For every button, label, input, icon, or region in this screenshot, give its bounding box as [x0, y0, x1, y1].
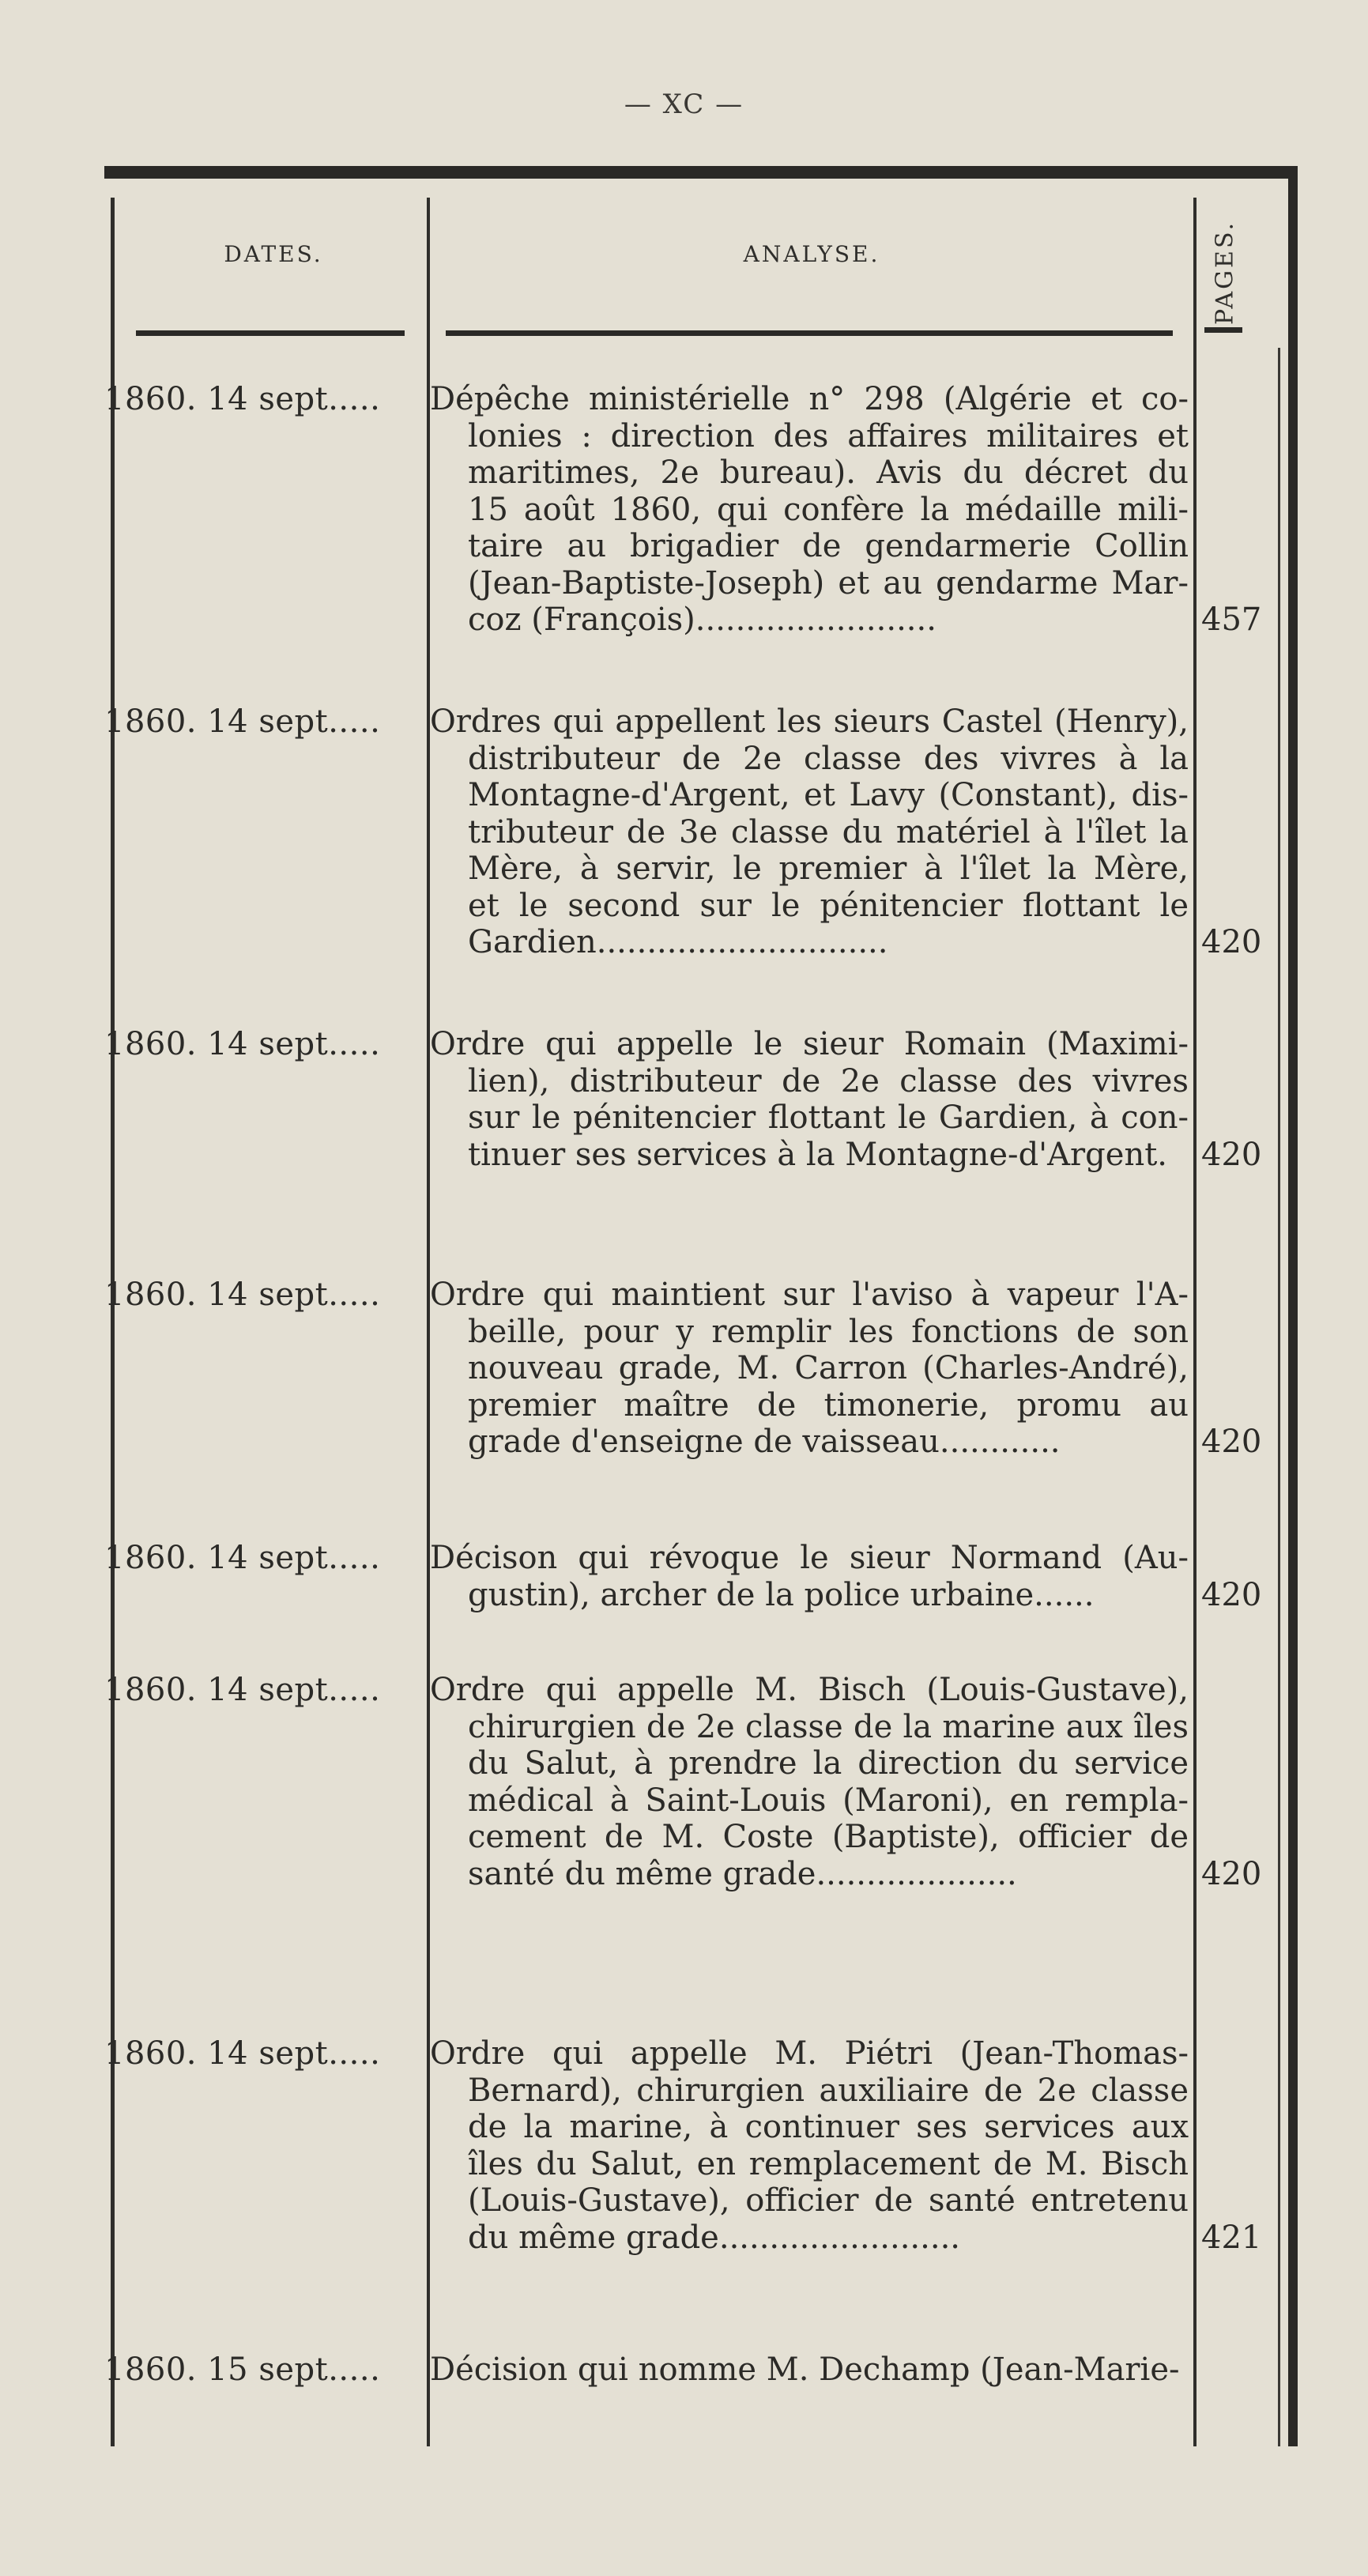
header-rule-pages — [1204, 327, 1242, 333]
entry-analysis — [430, 381, 1189, 639]
entry-page-number: 420 — [1201, 1424, 1262, 1460]
analysis-line: Ordre qui appelle M. Bisch (Louis-Gustave), — [430, 1672, 1189, 1708]
header-rule-analyse — [446, 330, 1173, 336]
entry-analysis — [430, 1540, 1189, 1613]
entry-date: 1860. 14 sept..... — [104, 703, 381, 740]
entry-date: 1860. 14 sept..... — [104, 1672, 381, 1708]
entry-date: 1860. 14 sept..... — [104, 2035, 381, 2072]
header-dates: DATES. — [224, 241, 323, 267]
analysis-line: gustin), archer de la police urbaine...... — [468, 1576, 1095, 1613]
analyse-pages-column-rule — [1193, 198, 1197, 2446]
entry-date: 1860. 14 sept..... — [104, 1540, 381, 1576]
analysis-line: chirurgien de 2e classe de la marine aux îles — [468, 1708, 1189, 1745]
header-analyse: ANALYSE. — [743, 241, 880, 267]
entry-analysis — [430, 1672, 1189, 1892]
analysis-line: (Louis-Gustave), officier de santé entretenu — [468, 2182, 1189, 2219]
analysis-line: grade d'enseigne de vaisseau............ — [468, 1424, 1061, 1460]
table-top-border — [104, 166, 1298, 179]
analysis-line: Décision qui nomme M. Dechamp (Jean-Marie- — [430, 2352, 1180, 2388]
entry-date: 1860. 14 sept..... — [104, 1277, 381, 1313]
analysis-line: Dépêche ministérielle n° 298 (Algérie et co- — [430, 381, 1189, 417]
left-column-rule — [111, 198, 115, 2446]
analysis-line: sur le pénitencier flottant le Gardien, à con- — [468, 1099, 1189, 1136]
analysis-line: tributeur de 3e classe du matériel à l'îlet la — [468, 813, 1189, 850]
analysis-line: îles du Salut, en remplacement de M. Bisch — [468, 2145, 1189, 2182]
entry-analysis — [430, 1026, 1189, 1173]
analysis-line: Gardien............................. — [468, 924, 888, 960]
entry-analysis — [430, 2035, 1189, 2256]
analysis-line: cement de M. Coste (Baptiste), officier de — [468, 1819, 1189, 1855]
analysis-line: du même grade........................ — [468, 2219, 961, 2256]
analysis-line: lien), distributeur de 2e classe des vivres — [468, 1062, 1189, 1099]
analysis-line: premier maître de timonerie, promu au — [468, 1386, 1189, 1424]
table-right-inner-border — [1278, 348, 1280, 2446]
entry-page-number: 457 — [1201, 602, 1262, 638]
analysis-line: taire au brigadier de gendarmerie Collin — [468, 528, 1189, 564]
analysis-line: (Jean-Baptiste-Joseph) et au gendarme Mar- — [468, 564, 1189, 602]
analysis-line: maritimes, 2e bureau). Avis du décret du — [468, 454, 1189, 491]
entry-analysis — [430, 1277, 1189, 1461]
analysis-line: Bernard), chirurgien auxiliaire de 2e classe — [468, 2072, 1189, 2109]
entry-page-number: 421 — [1201, 2219, 1262, 2256]
analysis-line: santé du même grade.................... — [468, 1855, 1017, 1892]
analysis-line: coz (François)........................ — [468, 602, 936, 638]
analysis-line: de la marine, à continuer ses services aux — [468, 2109, 1189, 2145]
table-right-border — [1288, 166, 1298, 2446]
analysis-line: Ordres qui appellent les sieurs Castel (Henry), — [430, 703, 1189, 740]
analysis-line: Mère, à servir, le premier à l'îlet la Mère, — [468, 850, 1189, 887]
entry-page-number: 420 — [1201, 1576, 1262, 1613]
analysis-line: distributeur de 2e classe des vivres à la — [468, 740, 1189, 777]
header-rule-dates — [136, 330, 405, 336]
entry-page-number: 420 — [1201, 1136, 1262, 1173]
page-folio: — XC — — [624, 89, 744, 120]
analysis-line: Ordre qui appelle M. Piétri (Jean-Thomas- — [430, 2035, 1189, 2072]
analysis-line: Décison qui révoque le sieur Normand (Au- — [430, 1540, 1189, 1576]
analysis-line: et le second sur le pénitencier flottant le — [468, 887, 1189, 924]
analysis-line: Ordre qui appelle le sieur Romain (Maximi- — [430, 1026, 1189, 1062]
entry-analysis — [430, 703, 1189, 961]
entry-analysis — [430, 2352, 1189, 2389]
analysis-line: lonies : direction des affaires militaires et — [468, 417, 1189, 454]
analysis-line: 15 août 1860, qui confère la médaille mili- — [468, 491, 1189, 528]
analysis-line: nouveau grade, M. Carron (Charles-André), — [468, 1350, 1189, 1386]
analysis-line: Ordre qui maintient sur l'aviso à vapeur l'A- — [430, 1277, 1189, 1313]
analysis-line: beille, pour y remplir les fonctions de son — [468, 1313, 1189, 1350]
entry-date: 1860. 15 sept..... — [104, 2352, 381, 2388]
entry-date: 1860. 14 sept..... — [104, 1026, 381, 1062]
entry-date: 1860. 14 sept..... — [104, 381, 381, 417]
header-pages: PAGES. — [1211, 221, 1239, 325]
analysis-line: médical à Saint-Louis (Maroni), en rempla- — [468, 1782, 1189, 1819]
analysis-line: du Salut, à prendre la direction du service — [468, 1745, 1189, 1782]
index-table — [104, 166, 1298, 2446]
entry-page-number: 420 — [1201, 1855, 1262, 1892]
analysis-line: Montagne-d'Argent, et Lavy (Constant), dis- — [468, 777, 1189, 813]
analysis-line: tinuer ses services à la Montagne-d'Argent. — [468, 1136, 1167, 1173]
entry-page-number: 420 — [1201, 924, 1262, 960]
